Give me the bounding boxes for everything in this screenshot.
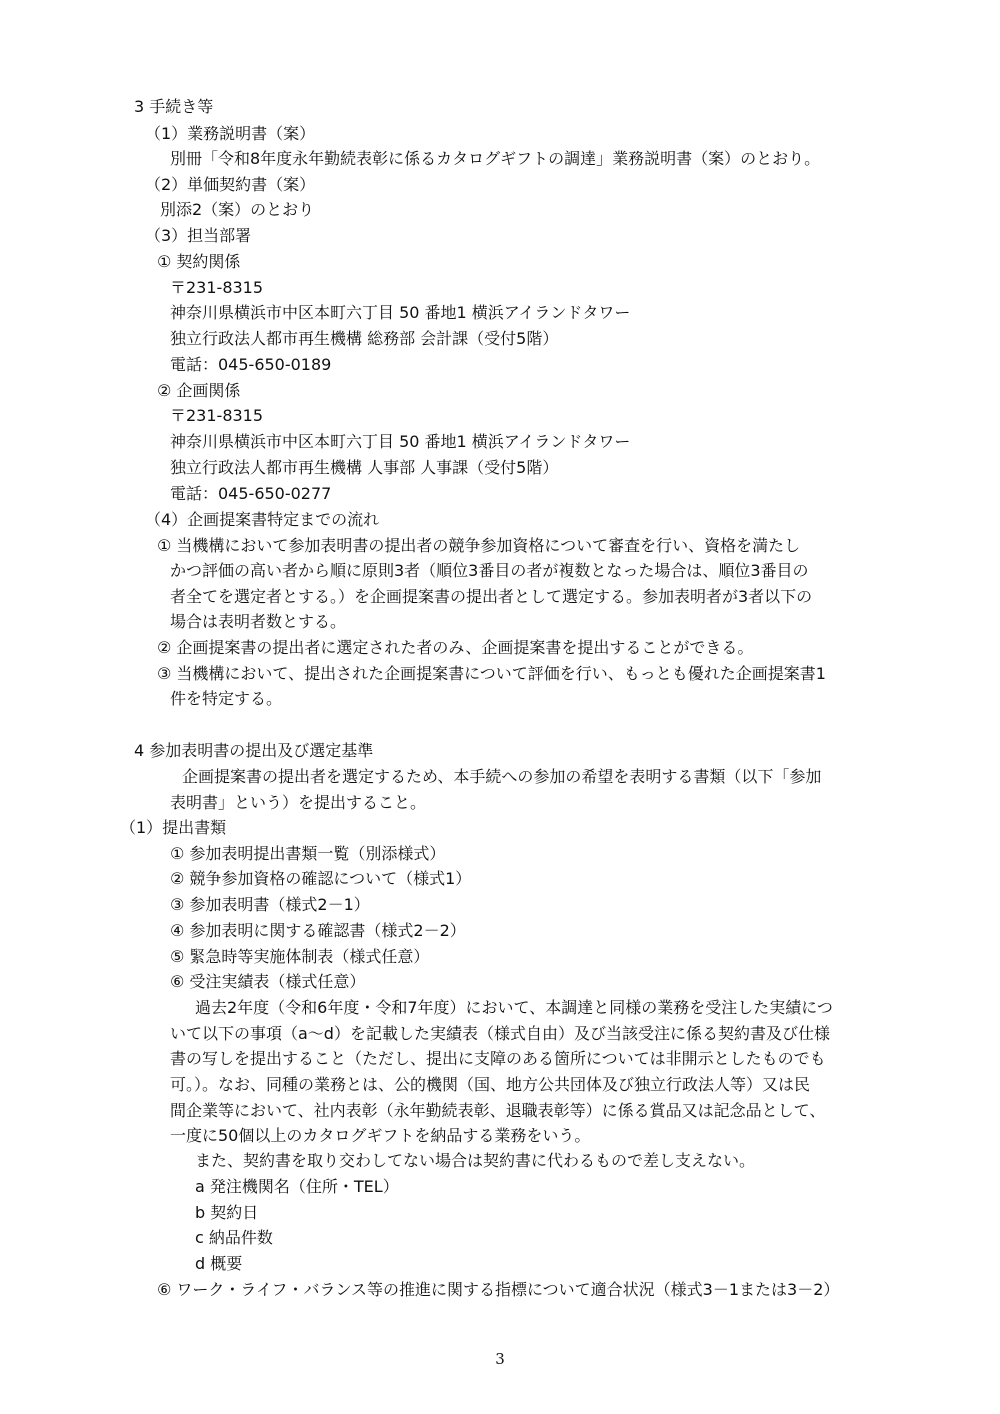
document-item-5: ⑤ 緊急時等実施体制表（様式任意）: [170, 947, 430, 966]
subsection-3-4-heading: （4）企画提案書特定までの流れ: [145, 510, 380, 529]
document-item-7: ⑥ ワーク・ライフ・バランス等の推進に関する指標について適合状況（様式3－1または3－2）: [157, 1280, 840, 1299]
record-item-a: a 発注機関名（住所・TEL）: [195, 1177, 399, 1196]
planning-postal: 〒231-8315: [170, 406, 264, 425]
flow-item-3-line-1: ③ 当機構において、提出された企画提案書について評価を行い、もっとも優れた企画提案書1: [157, 664, 826, 683]
document-item-3: ③ 参加表明書（様式2－1）: [170, 895, 370, 914]
record-item-c: c 納品件数: [195, 1228, 273, 1247]
flow-item-1-line-1: ① 当機構において参加表明書の提出者の競争参加資格について審査を行い、資格を満たし: [157, 536, 801, 555]
record-text-line-6: 一度に50個以上のカタログギフトを納品する業務をいう。: [170, 1126, 591, 1145]
planning-heading: ② 企画関係: [157, 381, 241, 400]
section-4-intro-line-2: 表明書」という）を提出すること。: [170, 793, 427, 812]
page-number: 3: [495, 1350, 505, 1368]
planning-dept: 独立行政法人都市再生機構 人事部 人事課（受付5階）: [170, 458, 559, 477]
section-3-heading: 3 手続き等: [134, 97, 214, 116]
subsection-3-2-heading: （2）単価契約書（案）: [145, 175, 316, 194]
document-item-2: ② 競争参加資格の確認について（様式1）: [170, 869, 472, 888]
contract-phone: 電話：045-650-0189: [170, 355, 332, 374]
flow-item-1-line-3: 者全てを選定者とする。）を企画提案書の提出者として選定する。参加表明者が3者以下の: [170, 587, 813, 606]
contract-heading: ① 契約関係: [157, 252, 241, 271]
planning-phone: 電話：045-650-0277: [170, 484, 332, 503]
contract-dept: 独立行政法人都市再生機構 総務部 会計課（受付5階）: [170, 329, 559, 348]
record-text-line-7: また、契約書を取り交わしてない場合は契約書に代わるもので差し支えない。: [195, 1151, 756, 1170]
section-4-intro-line-1: 企画提案書の提出者を選定するため、本手続への参加の希望を表明する書類（以下「参加: [182, 767, 822, 786]
flow-item-1-line-4: 場合は表明者数とする。: [170, 612, 347, 631]
subsection-3-2-text: 別添2（案）のとおり: [160, 200, 315, 219]
record-text-line-1: 過去2年度（令和6年度・令和7年度）において、本調達と同様の業務を受注した実績につ: [195, 998, 833, 1017]
flow-item-2: ② 企画提案書の提出者に選定された者のみ、企画提案書を提出することができる。: [157, 638, 754, 657]
record-item-d: d 概要: [195, 1254, 243, 1273]
record-text-line-2: いて以下の事項（a～d）を記載した実績表（様式自由）及び当該受注に係る契約書及び仕様: [170, 1024, 830, 1043]
document-item-6: ⑥ 受注実績表（様式任意）: [170, 972, 366, 991]
document-item-4: ④ 参加表明に関する確認書（様式2－2）: [170, 921, 466, 940]
subsection-3-3-heading: （3）担当部署: [145, 226, 252, 245]
subsection-3-1-text: 別冊「令和8年度永年勤続表彰に係るカタログギフトの調達」業務説明書（案）のとおり。: [170, 149, 821, 168]
contract-postal: 〒231-8315: [170, 278, 264, 297]
flow-item-1-line-2: かつ評価の高い者から順に原則3者（順位3番目の者が複数となった場合は、順位3番目の: [170, 561, 809, 580]
section-4-heading: 4 参加表明書の提出及び選定基準: [134, 741, 374, 760]
planning-address: 神奈川県横浜市中区本町六丁目 50 番地1 横浜アイランドタワー: [170, 432, 631, 451]
record-text-line-4: 可。）。なお、同種の業務とは、公的機関（国、地方公共団体及び独立行政法人等）又は民: [170, 1075, 811, 1094]
contract-address: 神奈川県横浜市中区本町六丁目 50 番地1 横浜アイランドタワー: [170, 303, 631, 322]
record-text-line-5: 間企業等において、社内表彰（永年勤続表彰、退職表彰等）に係る賞品又は記念品として、: [170, 1101, 826, 1120]
record-text-line-3: 書の写しを提出すること（ただし、提出に支障のある箇所については非開示としたものでも: [170, 1049, 826, 1068]
subsection-4-1-heading: （1）提出書類: [120, 818, 227, 837]
document-item-1: ① 参加表明提出書類一覧（別添様式）: [170, 844, 446, 863]
record-item-b: b 契約日: [195, 1203, 259, 1222]
subsection-3-1-heading: （1）業務説明書（案）: [145, 124, 316, 143]
flow-item-3-line-2: 件を特定する。: [170, 689, 283, 708]
